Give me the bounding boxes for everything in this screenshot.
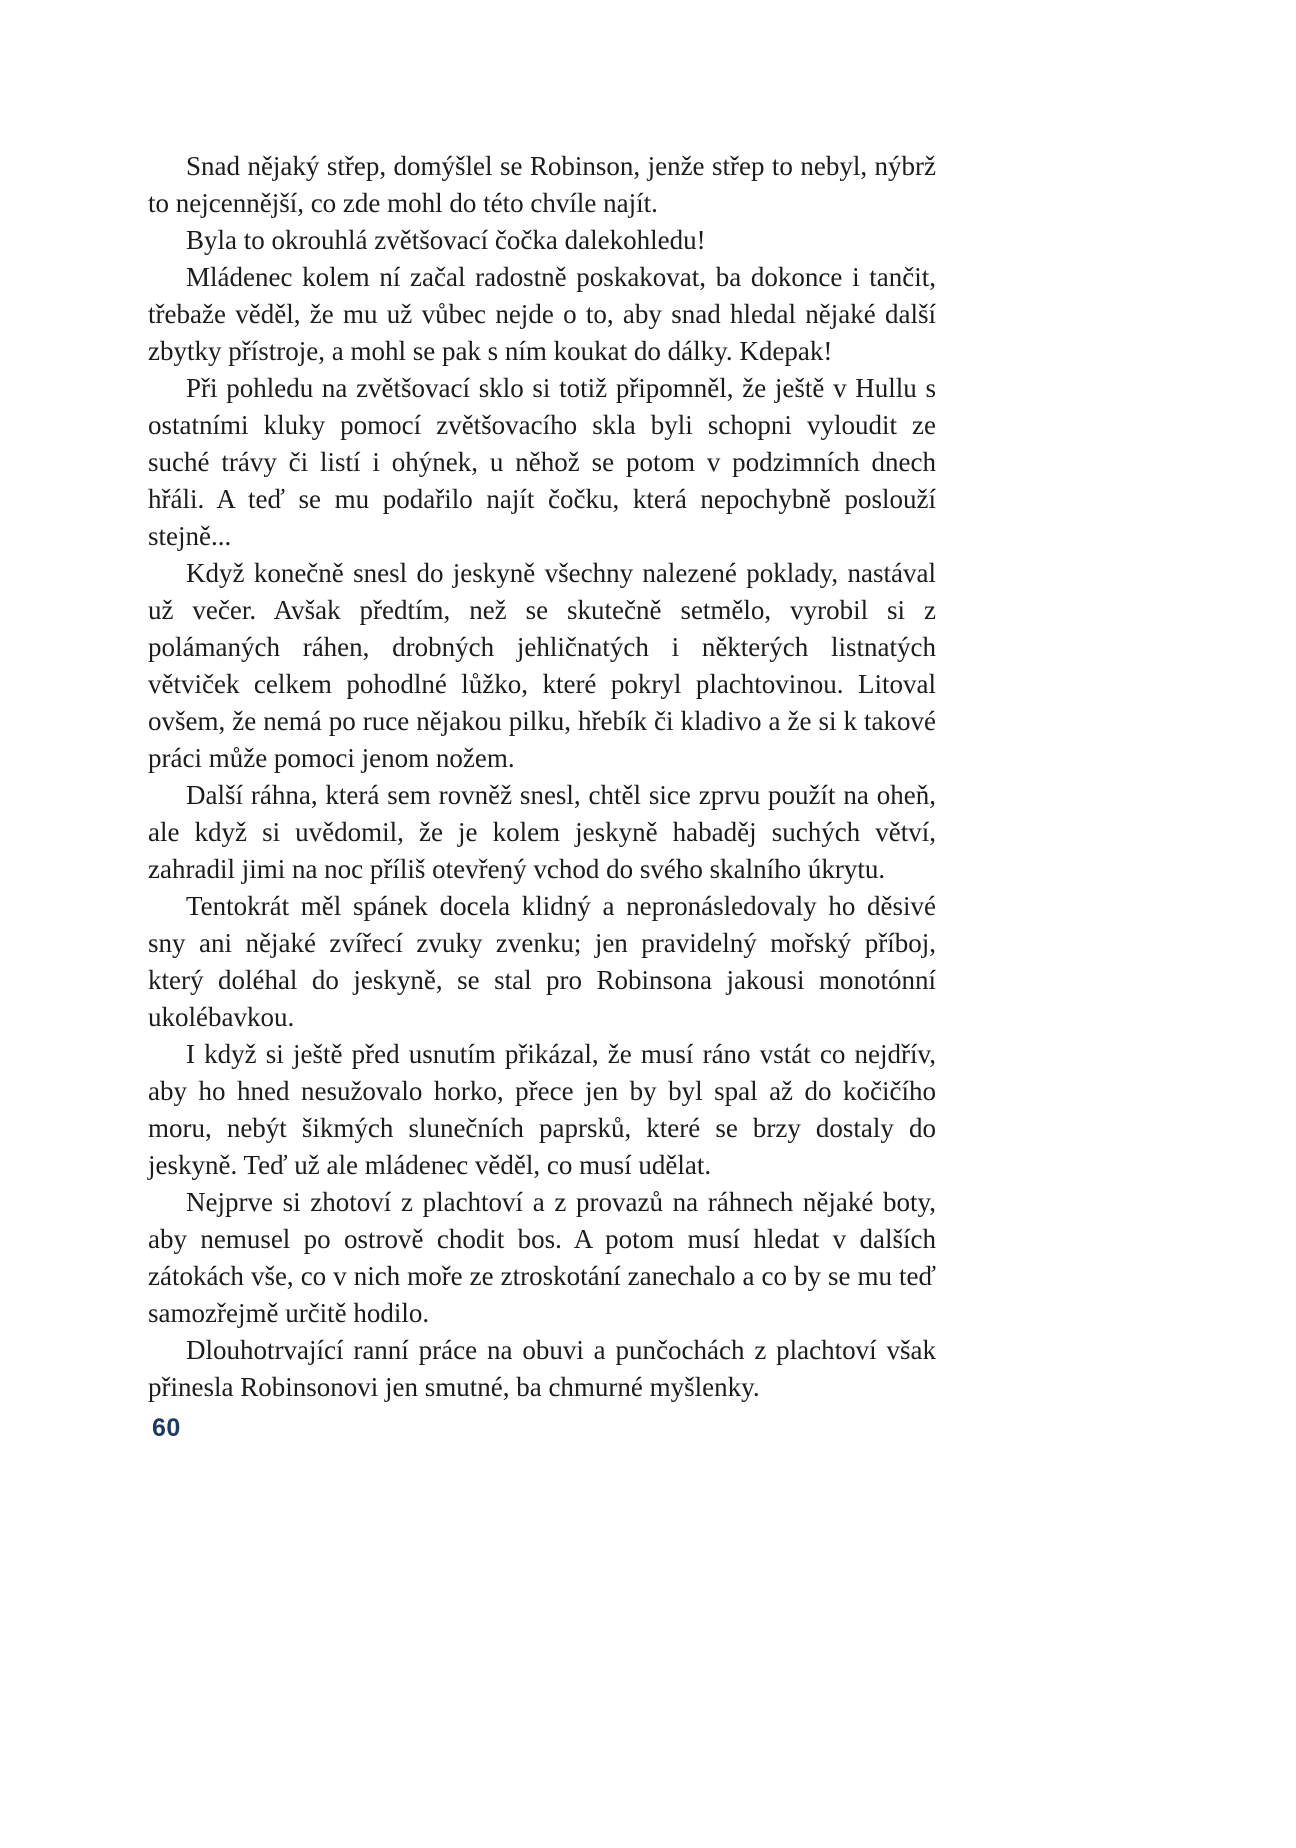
paragraph: Nejprve si zhotoví z plachtoví a z provazů na ráhnech nějaké boty, aby nemusel po ostrově chodit bos. A potom musí hledat v dalších zátokách vše, co v nich moře ze ztroskotání zanechalo a co by se mu teď samozřejmě určitě hodilo. bbox=[148, 1187, 936, 1328]
paragraph: Byla to okrouhlá zvětšovací čočka dalekohledu! bbox=[186, 225, 706, 255]
paragraph: Další ráhna, která sem rovněž snesl, chtěl sice zprvu použít na oheň, ale když si uvědomil, že je kolem jeskyně habaděj suchých větví, zahradil jimi na noc příliš otevřený vchod do svého skalního úkrytu. bbox=[148, 780, 936, 884]
paragraph: Mládenec kolem ní začal radostně poskakovat, ba dokonce i tančit, třebaže věděl, že mu už vůbec nejde o to, aby snad hledal nějaké další zbytky přístroje, a mohl se pak s ním koukat do dálky. Kdepak! bbox=[148, 262, 936, 366]
paragraph: Tentokrát měl spánek docela klidný a nepronásledovaly ho děsivé sny ani nějaké zvířecí zvuky zvenku; jen pravidelný mořský příboj, který doléhal do jeskyně, se stal pro Robinsona jakousi monotónní ukolébavkou. bbox=[148, 891, 936, 1032]
paragraph: Při pohledu na zvětšovací sklo si totiž připomněl, že ještě v Hullu s ostatními kluky pomocí zvětšovacího skla byli schopni vyloudit ze suché trávy či listí i ohýnek, u něhož se potom v podzimních dnech hřáli. A teď se mu podařilo najít čočku, která nepochybně poslouží stejně... bbox=[148, 373, 936, 551]
paragraph: Dlouhotrvající ranní práce na obuvi a punčochách z plachtoví však přinesla Robinsonovi jen smutné, ba chmurné myšlenky. bbox=[148, 1335, 936, 1402]
body-text bbox=[148, 148, 936, 1406]
paragraph: Snad nějaký střep, domýšlel se Robinson, jenže střep to nebyl, nýbrž to nejcennější, co zde mohl do této chvíle najít. bbox=[148, 151, 936, 218]
page-number: 60 bbox=[152, 1414, 181, 1442]
paragraph: I když si ještě před usnutím přikázal, že musí ráno vstát co nejdřív, aby ho hned nesužovalo horko, přece jen by byl spal až do kočičího moru, nebýt šikmých slunečních paprsků, které se brzy dostaly do jeskyně. Teď už ale mládenec věděl, co musí udělat. bbox=[148, 1039, 936, 1180]
paragraph: Když konečně snesl do jeskyně všechny nalezené poklady, nastával už večer. Avšak předtím, než se skutečně setmělo, vyrobil si z polámaných ráhen, drobných jehličnatých i některých listnatých větviček celkem pohodlné lůžko, které pokryl plachtovinou. Litoval ovšem, že nemá po ruce nějakou pilku, hřebík či kladivo a že si k takové práci může pomoci jenom nožem. bbox=[148, 558, 936, 773]
